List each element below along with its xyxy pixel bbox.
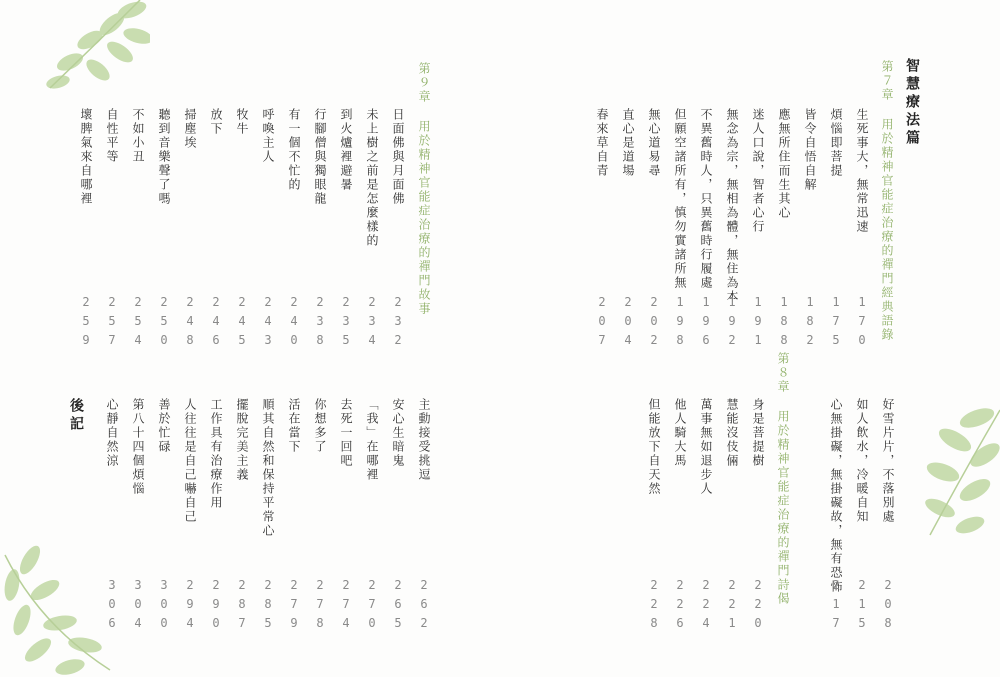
toc-entry-page: 234 (365, 295, 379, 352)
toc-entry-column (696, 0, 716, 677)
toc-entry-title[interactable]: 順其自然和保持平常心 (261, 398, 275, 538)
toc-entry-page: 270 (365, 578, 379, 635)
toc-entry-column (206, 0, 226, 677)
toc-entry-column (414, 0, 434, 677)
toc-entry-page: 278 (313, 578, 327, 635)
toc-entry-title[interactable]: 自性平等 (105, 108, 119, 164)
toc-entry-column (592, 0, 612, 677)
toc-entry-title[interactable]: 人往往是自己嚇自己 (183, 398, 197, 524)
toc-entry-page: 238 (313, 295, 327, 352)
toc-entry-column (362, 0, 382, 677)
section-title-column (902, 0, 922, 677)
toc-entry-page: 259 (79, 295, 93, 352)
toc-entry-page: 290 (209, 578, 223, 635)
toc-entry-page: 198 (673, 295, 687, 352)
toc-entry-page: 196 (699, 295, 713, 352)
toc-entry-page: 248 (183, 295, 197, 352)
toc-entry-title[interactable]: 生死事大，無常迅速 (855, 108, 869, 234)
toc-entry-page: 274 (339, 578, 353, 635)
chapter8-heading-column (773, 0, 793, 677)
toc-entry-title[interactable]: 有一個不忙的 (287, 108, 301, 192)
toc-entry-title[interactable]: 壞脾氣來自哪裡 (79, 108, 93, 206)
toc-entry-title[interactable]: 如人飲水，冷暖自知 (855, 398, 869, 524)
toc-entry-page: 294 (183, 578, 197, 635)
toc-entry-page: 208 (881, 578, 895, 635)
toc-entry-title[interactable]: 去死一回吧 (339, 398, 353, 468)
toc-entry-page: 245 (235, 295, 249, 352)
toc-entry-title[interactable]: 主動接受挑逗 (417, 398, 431, 482)
toc-entry-column (336, 0, 356, 677)
toc-entry-title[interactable]: 擺脫完美主義 (235, 398, 249, 482)
toc-entry-page: 232 (391, 295, 405, 352)
section-title: 智慧療法篇 (904, 58, 920, 148)
toc-entry-title[interactable]: 無心道易尋 (647, 108, 661, 178)
toc-entry-page: 285 (261, 578, 275, 635)
toc-entry-page: 279 (287, 578, 301, 635)
toc-entry-title[interactable]: 不如小丑 (131, 108, 145, 164)
toc-entry-title[interactable]: 第八十四個煩惱 (131, 398, 145, 496)
afterword-heading[interactable]: 後記 (68, 398, 84, 434)
toc-entry-title[interactable]: 工作具有治療作用 (209, 398, 223, 510)
toc-entry-title[interactable]: 牧牛 (235, 108, 249, 136)
toc-entry-title[interactable]: 不異舊時人，只異舊時行履處 (699, 108, 713, 290)
toc-entry-page: 257 (105, 295, 119, 352)
toc-entry-title[interactable]: 慧能沒伎倆 (725, 398, 739, 468)
toc-entry-column (800, 0, 820, 677)
toc-entry-title[interactable]: 迷人口說，智者心行 (751, 108, 765, 234)
toc-entry-title[interactable]: 放下 (209, 108, 223, 136)
toc-entry-column (748, 0, 768, 677)
leaf-branch-right-icon (915, 400, 1000, 540)
toc-entry-column (128, 0, 148, 677)
toc-entry-page: 243 (261, 295, 275, 352)
toc-entry-title[interactable]: 聽到音樂聲了嗎 (157, 108, 171, 206)
toc-entry-title[interactable]: 活在當下 (287, 398, 301, 454)
toc-entry-column (154, 0, 174, 677)
toc-entry-column (388, 0, 408, 677)
toc-entry-page: 226 (673, 578, 687, 635)
toc-entry-title[interactable]: 未上樹之前是怎麼樣的 (365, 108, 379, 248)
toc-entry-title[interactable]: 春來草自青 (595, 108, 609, 178)
toc-entry-title[interactable]: 煩惱即菩提 (829, 108, 843, 178)
toc-entry-page: 204 (621, 295, 635, 352)
toc-entry-title[interactable]: 皆令自悟自解 (803, 108, 817, 192)
toc-entry-page: 265 (391, 578, 405, 635)
toc-entry-page: 188 (777, 295, 791, 352)
toc-entry-page: 246 (209, 295, 223, 352)
toc-entry-page: 220 (751, 578, 765, 635)
toc-entry-page: 262 (417, 578, 431, 635)
chapter7-heading: 第７章 用於精神官能症治療的禪門經典語錄 (880, 60, 894, 342)
toc-entry-page: 207 (595, 295, 609, 352)
toc-entry-page: 228 (647, 578, 661, 635)
toc-entry-page: 254 (131, 295, 145, 352)
toc-entry-page: 235 (339, 295, 353, 352)
toc-entry-column (258, 0, 278, 677)
toc-entry-column (878, 0, 898, 677)
toc-entry-page: 215 (855, 578, 869, 635)
toc-entry-title[interactable]: 心靜自然涼 (105, 398, 119, 468)
toc-entry-title[interactable]: 掃塵埃 (183, 108, 197, 150)
toc-entry-page: 300 (157, 578, 171, 635)
toc-entry-page: 202 (647, 295, 661, 352)
toc-entry-column (180, 0, 200, 677)
toc-entry-title[interactable]: 萬事無如退步人 (699, 398, 713, 496)
toc-entry-title[interactable]: 無念為宗，無相為體，無住為本 (725, 108, 739, 304)
toc-entry-title[interactable]: 心無掛礙，無掛礙故，無有恐怖 (829, 398, 843, 594)
toc-entry-title[interactable]: 應無所住而生其心 (777, 108, 791, 220)
toc-entry-column (670, 0, 690, 677)
toc-entry-column (722, 0, 742, 677)
toc-entry-title[interactable]: 安心生暗鬼 (391, 398, 405, 468)
toc-entry-title[interactable]: 直心是道場 (621, 108, 635, 178)
toc-entry-page: 217 (829, 578, 843, 635)
chapter9-heading: 第９章 用於精神官能症治療的禪門故事 (417, 62, 431, 316)
toc-entry-title[interactable]: 但願空諸所有，慎勿實諸所無 (673, 108, 687, 290)
toc-entry-page: 240 (287, 295, 301, 352)
toc-entry-title[interactable]: 他人騎大馬 (673, 398, 687, 468)
toc-entry-page: 224 (699, 578, 713, 635)
toc-entry-title[interactable]: 「我」在哪裡 (365, 398, 379, 482)
toc-entry-title[interactable]: 行腳僧與獨眼龍 (313, 108, 327, 206)
toc-entry-title[interactable]: 呼喚主人 (261, 108, 275, 164)
toc-entry-page: 221 (725, 578, 739, 635)
toc-entry-column (232, 0, 252, 677)
toc-entry-column (826, 0, 846, 677)
toc-entry-column (310, 0, 330, 677)
chapter8-heading: 第８章 用於精神官能症治療的禪門詩偈 (776, 352, 790, 606)
toc-entry-page: 170 (855, 295, 869, 352)
toc-entry-title[interactable]: 日面佛與月面佛 (391, 108, 405, 206)
toc-entry-title[interactable]: 善於忙碌 (157, 398, 171, 454)
toc-entry-page: 191 (751, 295, 765, 352)
toc-entry-title[interactable]: 身是菩提樹 (751, 398, 765, 468)
toc-entry-column (852, 0, 872, 677)
toc-entry-page: 304 (131, 578, 145, 635)
toc-entry-column (102, 0, 122, 677)
toc-entry-column (284, 0, 304, 677)
toc-entry-page: 287 (235, 578, 249, 635)
toc-entry-column (618, 0, 638, 677)
toc-entry-title[interactable]: 但能放下自天然 (647, 398, 661, 496)
toc-entry-column (644, 0, 664, 677)
toc-entry-page: 250 (157, 295, 171, 352)
toc-entry-title[interactable]: 到火爐裡避暑 (339, 108, 353, 192)
toc-entry-page: 192 (725, 295, 739, 352)
toc-entry-page: 306 (105, 578, 119, 635)
toc-entry-title[interactable]: 你想多了 (313, 398, 327, 454)
toc-entry-title[interactable]: 好雪片片，不落別處 (881, 398, 895, 524)
toc-entry-page: 175 (829, 295, 843, 352)
afterword-column (66, 0, 86, 677)
toc-entry-page: 182 (803, 295, 817, 352)
